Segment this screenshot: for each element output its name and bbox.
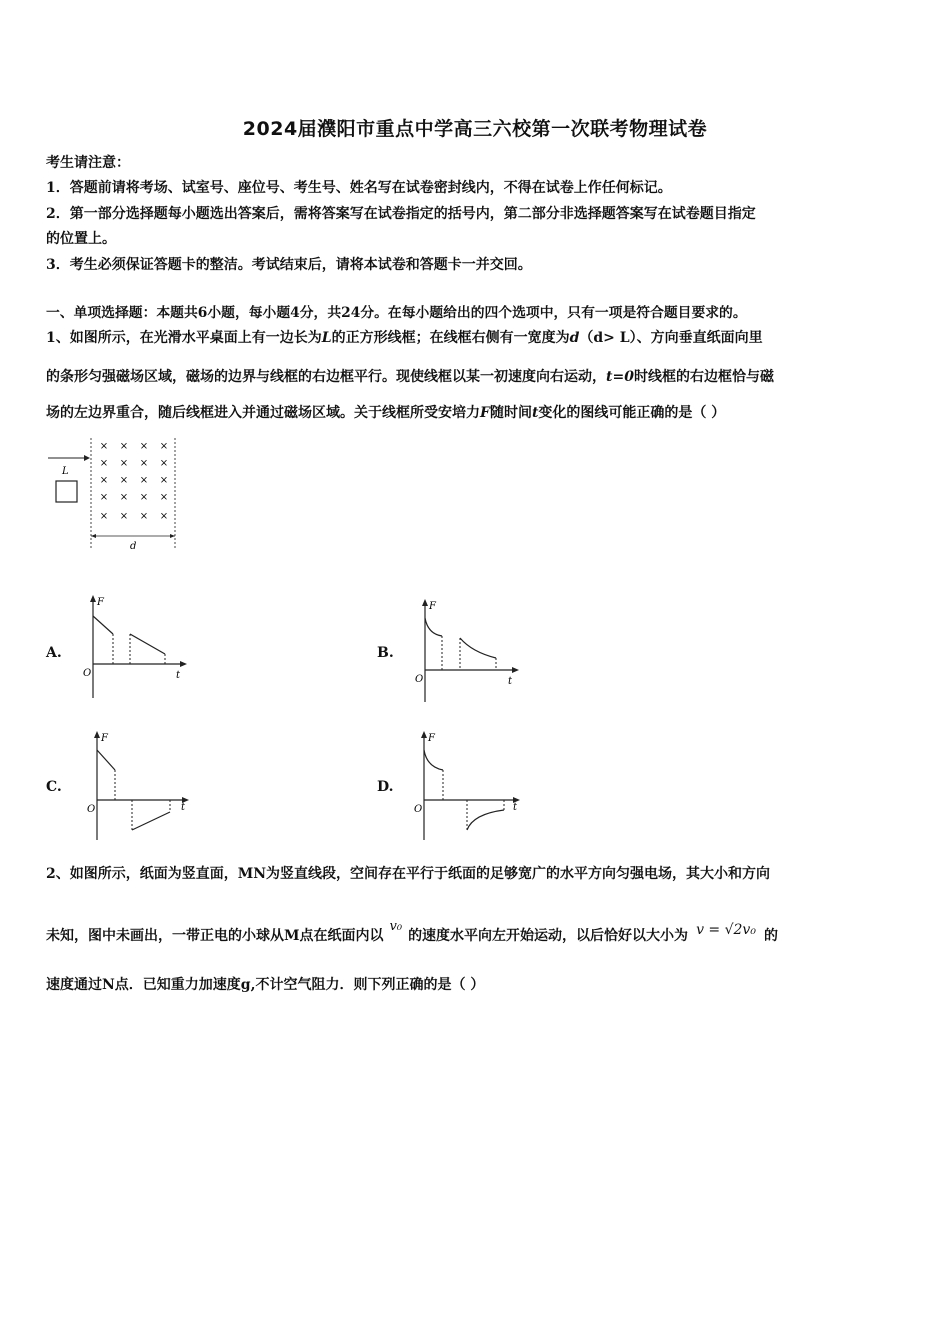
field-cross: × <box>159 475 169 486</box>
velocity-arrowhead <box>84 455 90 461</box>
q1-text: 的条形匀强磁场区域，磁场的边界与线框的右边框平行。现使线框以某一初速度向右运动， <box>46 369 606 385</box>
y-arrow <box>422 599 428 606</box>
field-cross: × <box>119 441 129 452</box>
axis-label-O: O <box>414 804 423 815</box>
notice-heading: 考生请注意： <box>46 155 130 171</box>
q1-text: 时线框的右边框恰与磁 <box>633 369 774 385</box>
page-title: 2024届濮阳市重点中学高三六校第一次联考物理试卷 <box>242 118 708 140</box>
field-cross: × <box>139 475 149 486</box>
field-cross: × <box>139 511 149 522</box>
option-b-graph[interactable] <box>412 598 522 706</box>
field-cross: × <box>139 441 149 452</box>
axis-label-O: O <box>415 674 424 685</box>
field-cross: × <box>119 492 129 503</box>
field-cross: × <box>159 458 169 469</box>
q2-v0: v₀ <box>389 919 403 934</box>
q2-formula: v = √2v₀ <box>696 922 756 938</box>
curve-segment-2 <box>132 812 170 830</box>
option-d-label[interactable]: D. <box>377 779 394 795</box>
question-2-line-1: 2、如图所示，纸面为竖直面，MN为竖直线段，空间存在平行于纸面的足够宽广的水平方向匀强电场，其大小和方向 <box>46 866 771 882</box>
field-cross: × <box>99 441 109 452</box>
option-a-label[interactable]: A. <box>46 645 62 661</box>
field-cross: × <box>99 475 109 486</box>
axis-label-O: O <box>83 668 92 679</box>
q1-text: 、方向垂直纸面向里 <box>636 330 763 346</box>
field-cross: × <box>99 511 109 522</box>
field-cross: × <box>119 475 129 486</box>
question-2-line-2 <box>46 919 778 945</box>
y-arrow <box>421 731 427 738</box>
q1-var-L: L <box>321 330 332 346</box>
q1-text: 变化的图线可能正确的是（ ） <box>538 405 726 421</box>
q1-text: 1、如图所示，在光滑水平桌面上有一边长为 <box>46 330 322 346</box>
q1-var-F: F <box>480 405 490 421</box>
field-cross: × <box>159 441 169 452</box>
curve-segment-2 <box>467 810 504 830</box>
option-a-graph[interactable] <box>80 594 190 702</box>
field-cross: × <box>139 492 149 503</box>
question-1-line-1 <box>46 327 763 347</box>
field-cross: × <box>99 492 109 503</box>
axis-label-t: t <box>513 802 518 813</box>
field-cross: × <box>139 458 149 469</box>
q1-text: 随时间 <box>489 405 532 421</box>
t-arrow <box>180 661 187 667</box>
curve-segment-2 <box>130 634 165 654</box>
option-c-graph[interactable] <box>84 730 194 842</box>
y-arrow <box>90 595 96 602</box>
axis-label-t: t <box>181 802 186 813</box>
axis-label-F: F <box>429 601 436 612</box>
axis-label-F: F <box>97 597 104 608</box>
width-arrow-right <box>170 534 175 538</box>
field-cross: × <box>159 511 169 522</box>
q2-text: 未知，图中未画出，一带正电的小球从M点在纸面内以 <box>46 928 384 944</box>
field-crosses <box>100 441 168 522</box>
section-heading: 一、单项选择题：本题共6小题，每小题4分，共24分。在每小题给出的四个选项中，只有一项是符合题目要求的。 <box>46 305 747 321</box>
q1-t0: t=0 <box>606 369 634 385</box>
question-2-line-3: 速度通过N点．已知重力加速度g,不计空气阻力．则下列正确的是（ ） <box>46 977 485 993</box>
square-loop <box>56 481 77 502</box>
field-cross: × <box>119 511 129 522</box>
q1-text: 场的左边界重合，随后线框进入并通过磁场区域。关于线框所受安培力 <box>46 405 480 421</box>
q2-text: 的速度水平向左开始运动，以后恰好以大小为 <box>408 928 689 944</box>
curve-segment-1 <box>424 750 443 770</box>
curve-segment-1 <box>97 750 115 770</box>
width-arrow-left <box>91 534 96 538</box>
curve-segment-2 <box>460 638 496 658</box>
axis-label-t: t <box>176 670 181 681</box>
field-cross: × <box>119 458 129 469</box>
axis-label-F: F <box>428 733 435 744</box>
option-c-label[interactable]: C. <box>46 779 62 795</box>
notice-item-1: 1．答题前请将考场、试室号、座位号、考生号、姓名写在试卷密封线内，不得在试卷上作任何标记。 <box>46 180 672 196</box>
option-b-label[interactable]: B. <box>377 645 394 661</box>
q2-text: 的 <box>763 928 778 944</box>
notice-item-2-cont: 的位置上。 <box>46 231 116 247</box>
axis-label-F: F <box>101 733 108 744</box>
y-arrow <box>94 731 100 738</box>
q1-condition: （d> L） <box>579 330 637 346</box>
option-d-graph[interactable] <box>411 730 526 842</box>
curve-segment-1 <box>425 618 442 636</box>
label-L: L <box>62 466 69 477</box>
notice-item-3: 3．考生必须保证答题卡的整洁。考试结束后，请将本试卷和答题卡一并交回。 <box>46 257 532 273</box>
q1-var-d: d <box>569 330 580 346</box>
axis-label-t: t <box>508 676 513 687</box>
t-arrow <box>512 667 519 673</box>
notice-item-2: 2．第一部分选择题每小题选出答案后，需将答案写在试卷指定的括号内，第二部分非选择题答案写在试卷题目指定 <box>46 206 756 222</box>
curve-segment-1 <box>93 616 113 634</box>
field-cross: × <box>159 492 169 503</box>
label-d: d <box>130 541 137 552</box>
question-1-line-3 <box>46 402 725 422</box>
axis-label-O: O <box>87 804 96 815</box>
q1-var-t: t <box>531 405 539 421</box>
field-cross: × <box>99 458 109 469</box>
question-1-line-2 <box>46 366 774 386</box>
q1-text: 的正方形线框；在线框右侧有一宽度为 <box>331 330 570 346</box>
q1-setup-figure <box>44 434 184 554</box>
